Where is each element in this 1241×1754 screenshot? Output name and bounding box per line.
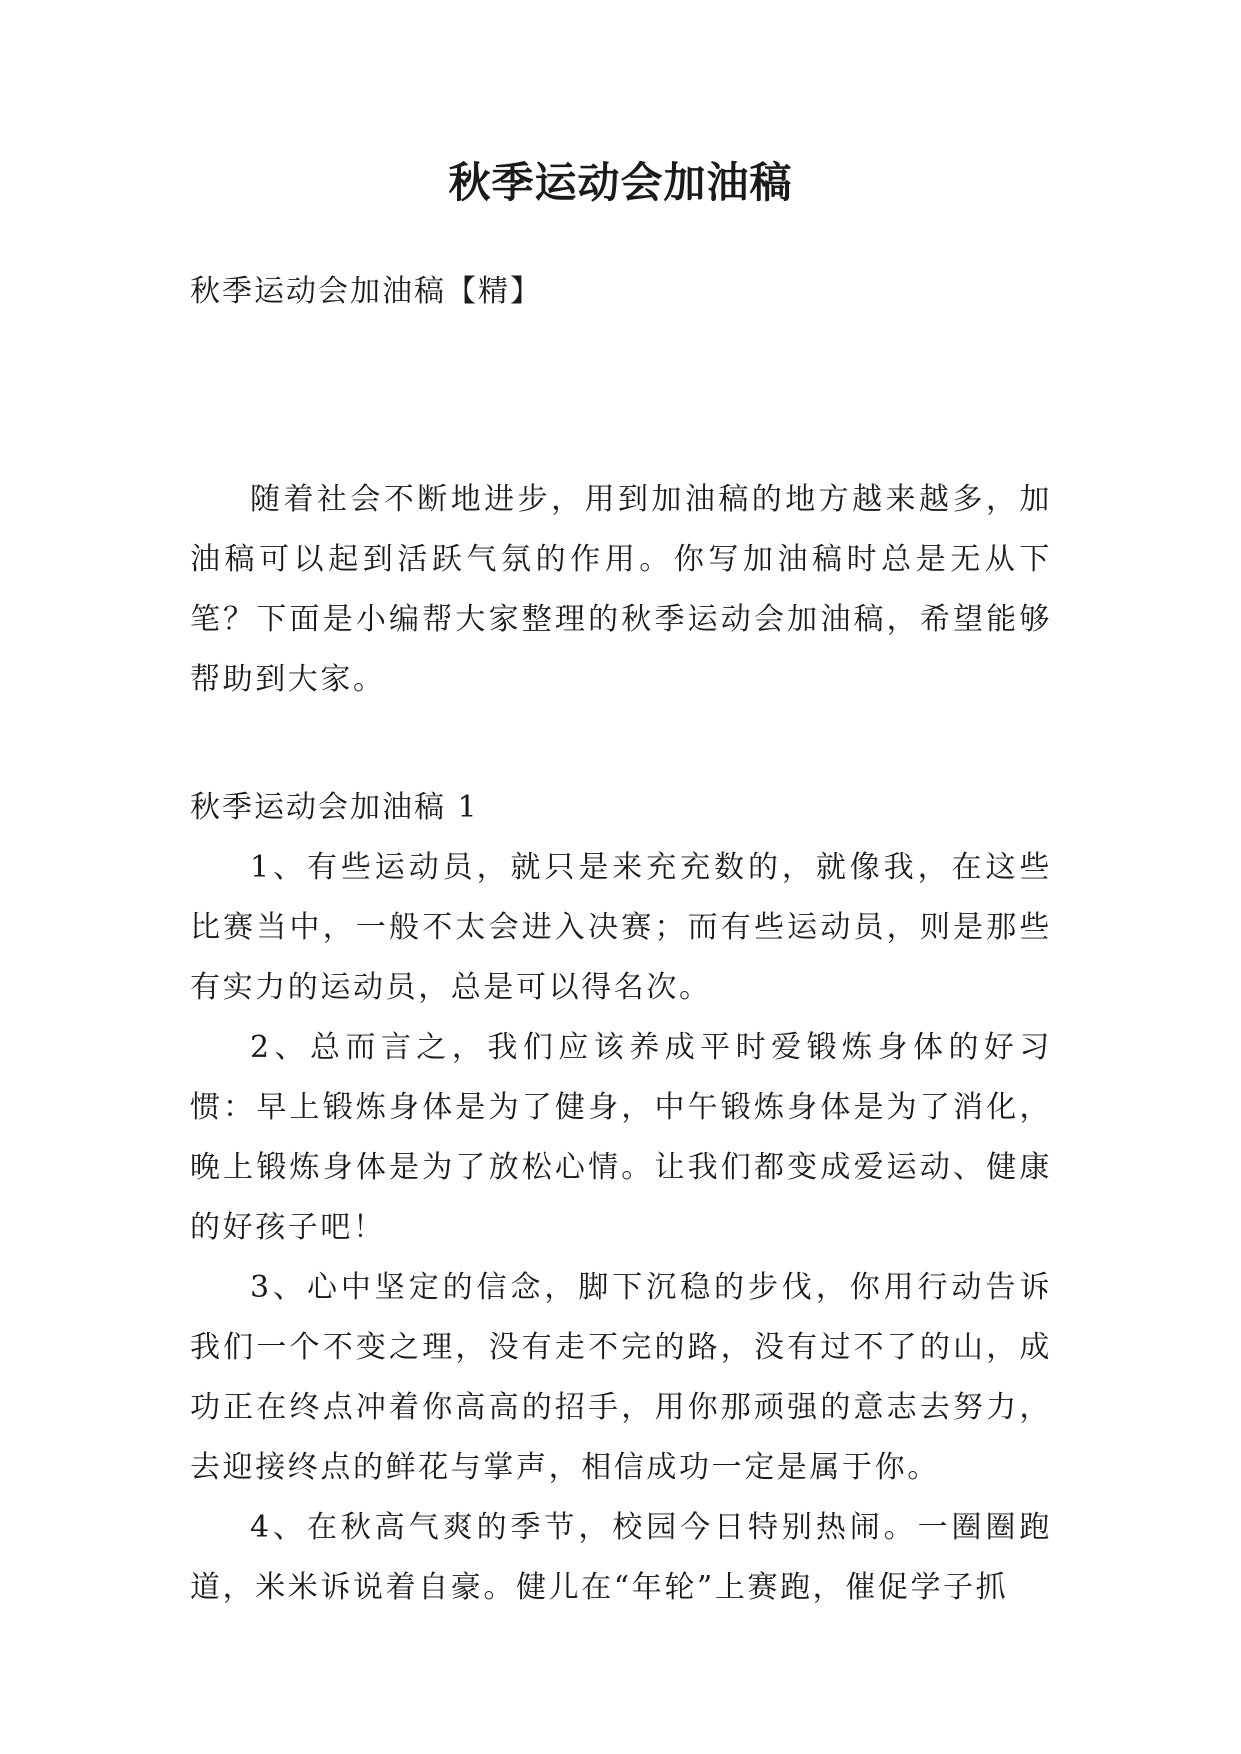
document-body xyxy=(190,470,1052,1618)
list-item: 4、在秋高气爽的季节，校园今日特别热闹。一圈圈跑道，米米诉说着自豪。健儿在“年轮”上赛跑，催促学子抓 xyxy=(190,1510,1052,1605)
list-item: 3、心中坚定的信念，脚下沉稳的步伐，你用行动告诉我们一个不变之理，没有走不完的路，没有过不了的山，成功正在终点冲着你高高的招手，用你那顽强的意志去努力，去迎接终点的鲜花与掌声，相信成功一定是属于你。 xyxy=(190,1270,1052,1485)
list-item: 1、有些运动员，就只是来充充数的，就像我，在这些比赛当中，一般不太会进入决赛；而有些运动员，则是那些有实力的运动员，总是可以得名次。 xyxy=(190,850,1052,1005)
section-heading: 秋季运动会加油稿 1 xyxy=(190,790,479,825)
intro-paragraph: 随着社会不断地进步，用到加油稿的地方越来越多，加油稿可以起到活跃气氛的作用。你写加油稿时总是无从下笔？下面是小编帮大家整理的秋季运动会加油稿，希望能够帮助到大家。 xyxy=(190,482,1052,697)
document-title: 秋季运动会加油稿 xyxy=(448,158,793,207)
document-subtitle: 秋季运动会加油稿【精】 xyxy=(190,274,542,309)
list-item: 2、总而言之，我们应该养成平时爱锻炼身体的好习惯：早上锻炼身体是为了健身，中午锻炼身体是为了消化，晚上锻炼身体是为了放松心情。让我们都变成爱运动、健康的好孩子吧！ xyxy=(190,1030,1052,1245)
